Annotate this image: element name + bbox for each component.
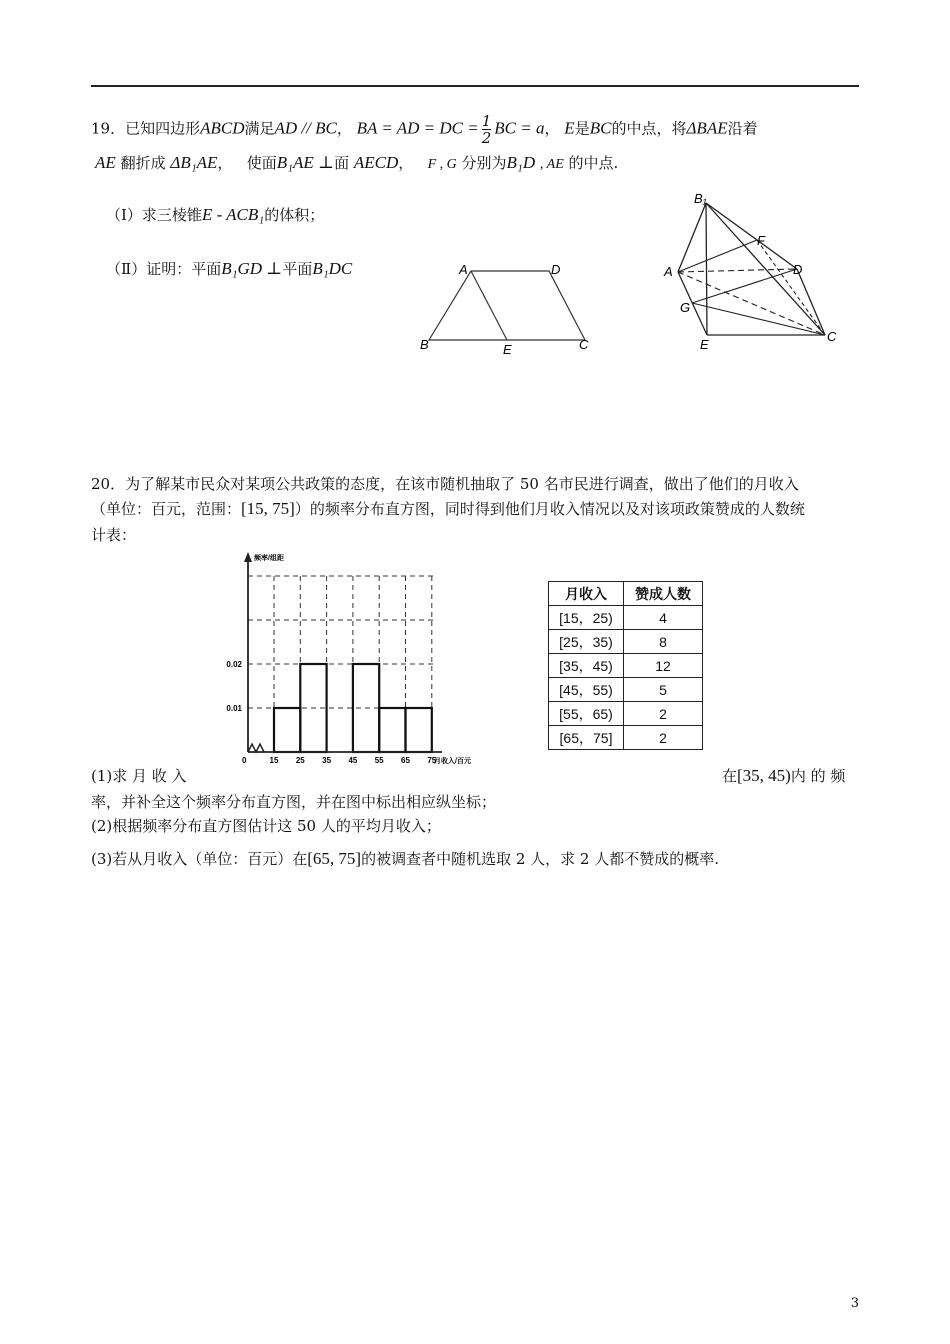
y-tick-label: 0.01 — [226, 704, 242, 713]
label-e: E — [503, 342, 512, 357]
q20-sub1-line2: 率，并补全这个频率分布直方图，并在图中标出相应纵坐标； — [91, 793, 497, 811]
q19-line1: 19．已知四边形ABCD满足AD // BC， BA = AD = DC = $\frac{1}{2}$ BC = a， E是BC的中点，将ΔBAE沿着 — [91, 112, 758, 147]
income-cell: [15，25) — [549, 606, 624, 630]
table-row — [549, 702, 703, 726]
label-b: B — [420, 337, 429, 352]
stats-table-wrap — [548, 581, 703, 750]
count-cell: 5 — [624, 678, 703, 702]
table-row — [549, 630, 703, 654]
x-axis-label: 月收入/百元 — [434, 758, 471, 765]
label-f: F — [757, 233, 765, 248]
histogram-bar — [379, 708, 405, 752]
segment-ae — [471, 271, 507, 340]
frequency-histogram — [212, 548, 492, 770]
label-c: C — [827, 329, 837, 344]
header-approve: 赞成人数 — [624, 582, 703, 606]
x-tick-label: 45 — [348, 756, 358, 765]
q20-sub1-b: 在[35, 45)内 的 频 — [722, 766, 846, 785]
histogram-bar — [274, 708, 300, 752]
x-tick-label: 75 — [427, 756, 437, 765]
count-cell: 8 — [624, 630, 703, 654]
income-cell: [45，55) — [549, 678, 624, 702]
label-a: A — [664, 264, 673, 279]
trapezoid-outline — [429, 271, 585, 340]
q20-intro-line2: （单位：百元，范围：[15, 75]）的频率分布直方图，同时得到他们月收入情况以及对该项政策赞成的人数统 — [91, 499, 805, 518]
pyramid-figure — [660, 188, 850, 356]
label-a: A — [459, 262, 468, 277]
q20-sub1-a: (1)求 月 收 入 — [91, 767, 187, 785]
q20-intro-line1: 20．为了解某市民众对某项公共政策的态度，在该市随机抽取了 50 名市民进行调查，做出了他们的月收入 — [91, 475, 799, 493]
fraction-half: $\frac{1}{2}$ — [481, 112, 492, 147]
x-tick-label: 15 — [269, 756, 279, 765]
x-tick-label: 55 — [374, 756, 384, 765]
x-tick-label: 65 — [401, 756, 410, 765]
header-rule — [91, 85, 859, 87]
table-row — [549, 678, 703, 702]
label-g: G — [680, 300, 691, 315]
count-cell: 2 — [624, 726, 703, 750]
q20-intro-line3: 计表： — [91, 526, 137, 544]
count-cell: 2 — [624, 702, 703, 726]
income-cell: [65，75] — [549, 726, 624, 750]
y-axis-label: 频率/组距 — [254, 555, 284, 562]
header-income: 月收入 — [549, 582, 624, 606]
x-tick-label: 35 — [322, 756, 332, 765]
origin-label: 0 — [242, 756, 247, 765]
label-d: D — [793, 262, 803, 277]
q19-part2: （Ⅱ）证明：平面B₁GD ⊥平面B₁DC — [106, 259, 353, 278]
income-cell: [35，45) — [549, 654, 624, 678]
trapezoid-figure — [415, 258, 605, 358]
q20-sub3: (3)若从月收入（单位：百元）在[65, 75]的被调查者中随机选取 2 人，求 2 人都不赞成的概率. — [91, 849, 720, 868]
table-row — [549, 654, 703, 678]
page-number: 3 — [850, 1296, 859, 1311]
table-row — [549, 606, 703, 630]
label-d: D — [551, 262, 561, 277]
income-cell: [25，35) — [549, 630, 624, 654]
label-e: E — [700, 337, 709, 352]
count-cell: 4 — [624, 606, 703, 630]
q19-line2: AE 翻折成 ΔB₁AE， 使面B₁AE ⊥面 AECD， F , G 分别为B₁D , AE 的中点. — [95, 153, 619, 172]
x-tick-label: 25 — [295, 756, 305, 765]
count-cell: 12 — [624, 654, 703, 678]
histogram-bar — [406, 708, 432, 752]
q20-sub2: (2)根据频率分布直方图估计这 50 人的平均月收入； — [91, 817, 441, 835]
y-tick-label: 0.02 — [226, 660, 242, 669]
stats-table — [548, 581, 703, 750]
q19-part1: （Ⅰ）求三棱锥E - ACB₁的体积； — [106, 205, 325, 224]
label-c: C — [579, 337, 589, 352]
table-row — [549, 726, 703, 750]
label-b1: B₁ — [694, 191, 707, 206]
income-cell: [55，65) — [549, 702, 624, 726]
